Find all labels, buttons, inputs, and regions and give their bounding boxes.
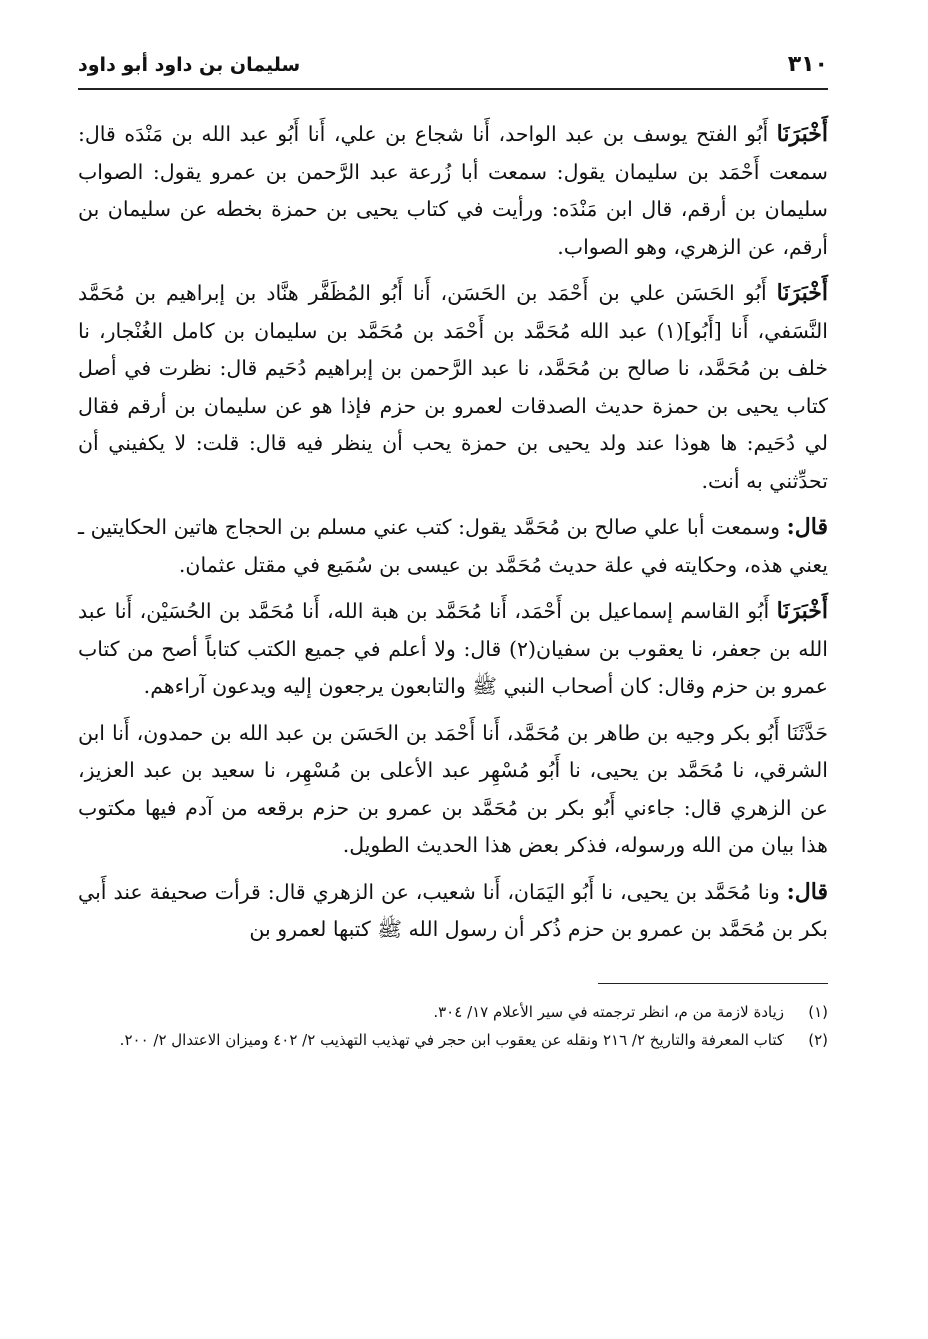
paragraph-lead-word: قال: — [786, 878, 828, 905]
footnote-text: زيادة لازمة من م، انظر ترجمته في سير الأعلام ١٧/ ٣٠٤. — [433, 1002, 784, 1021]
paragraph — [78, 593, 828, 706]
paragraph — [78, 275, 828, 500]
header-rule — [78, 88, 828, 90]
paragraph-text: أَبُو الحَسَن علي بن أَحْمَد بن الحَسَن، أَنا أَبُو المُظَفَّر هنَّاد بن إبراهيم بن مُحَمَّد النَّسَفي، أَنا [أَبُو](١) عبد الله مُحَمَّد بن أَحْمَد بن مُحَمَّد بن سليمان بن كامل الغُنْجار، نا خلف بن مُحَمَّد، نا صالح بن مُحَمَّد، نا عبد الرَّحمن بن إبراهيم دُحَيم قال: نظرت في أصل كتاب يحيى بن حمزة حديث الصدقات لعمرو بن حزم فإذا هو عن سليمان بن أرقم فقال لي دُحَيم: ها هوذا عند ولد يحيى بن حمزة يحب أن ينظر فيه قال: قلت: لا يكفيني أن تحدِّثني به أنت. — [78, 281, 828, 493]
footnote — [78, 1000, 828, 1024]
paragraph-text: ونا مُحَمَّد بن يحيى، نا أَبُو اليَمَان، أَنا شعيب، عن الزهري قال: قرأت صحيفة عند أَبي بكر بن مُحَمَّد بن عمرو بن حزم ذُكر أن رسول الله ﷺ كتبها لعمرو بن — [78, 879, 828, 941]
paragraph-lead-word: أَخْبَرَنَا — [776, 598, 828, 624]
paragraph — [78, 874, 828, 949]
footnote-number: (١) — [808, 1002, 828, 1021]
footnote — [78, 1028, 828, 1052]
running-header — [78, 52, 828, 88]
paragraph-text: وسمعت أبا علي صالح بن مُحَمَّد يقول: كتب عني مسلم بن الحجاج هاتين الحكايتين ـ يعني هذه، وحكايته في علة حديث مُحَمَّد بن عيسى بن سُمَيع في مقتل عثمان. — [78, 515, 828, 577]
running-title: سليمان بن داود أبو داود — [78, 54, 301, 76]
paragraph — [78, 116, 828, 266]
paragraph — [78, 715, 828, 865]
footnotes — [78, 1000, 828, 1052]
footnote-text: كتاب المعرفة والتاريخ ٢/ ٢١٦ ونقله عن يعقوب ابن حجر في تهذيب التهذيب ٢/ ٤٠٢ وميزان الاعتدال ٢/ ٢٠٠. — [119, 1030, 784, 1049]
footnote-number: (٢) — [808, 1030, 828, 1049]
paragraph-lead-word: أَخْبَرَنَا — [776, 121, 828, 147]
page-number: ٣١٠ — [787, 52, 828, 77]
paragraph-lead-word: أَخْبَرَنَا — [776, 280, 828, 306]
paragraph-text: أَبُو الفتح يوسف بن عبد الواحد، أَنا شجاع بن علي، أَنا أَبُو عبد الله بن مَنْدَه قال: سمعت أَحْمَد بن سليمان يقول: سمعت أبا زُرعة عبد الرَّحمن بن عمرو يقول: الصواب سليمان بن أرقم، قال ابن مَنْدَه: ورأيت في كتاب يحيى بن حمزة بخطه عن سليمان بن أرقم، عن الزهري، وهو الصواب. — [78, 122, 828, 259]
paragraph-text: أَبُو القاسم إسماعيل بن أَحْمَد، أَنا مُحَمَّد بن هبة الله، أَنا مُحَمَّد بن الحُسَيْن، أَنا عبد الله بن جعفر، نا يعقوب بن سفيان(٢) قال: ولا أعلم في جميع الكتب كتاباً أصح من كتاب عمرو بن حزم وقال: كان أصحاب النبي ﷺ والتابعون يرجعون إليه ويدعون آراءهم. — [78, 599, 828, 698]
paragraph-lead-word: قال: — [786, 514, 828, 540]
body-text — [78, 116, 828, 949]
paragraph-text: حَدَّثَنَا أَبُو بكر وجيه بن طاهر بن مُحَمَّد، أَنا أَحْمَد بن الحَسَن بن عبد الله بن حمدون، أَنا ابن الشرقي، نا مُحَمَّد بن يحيى، نا أَبُو مُسْهِر عبد الأعلى بن مُسْهِر، نا سعيد بن عبد العزيز، عن الزهري قال: جاءني أَبُو بكر بن مُحَمَّد بن عمرو بن حزم برقعه من آدم فيها مكتوب هذا بيان من الله ورسوله، فذكر بعض هذا الحديث الطويل. — [78, 720, 828, 857]
paragraph — [78, 509, 828, 584]
footnote-rule — [598, 983, 828, 984]
book-page — [78, 52, 828, 1056]
